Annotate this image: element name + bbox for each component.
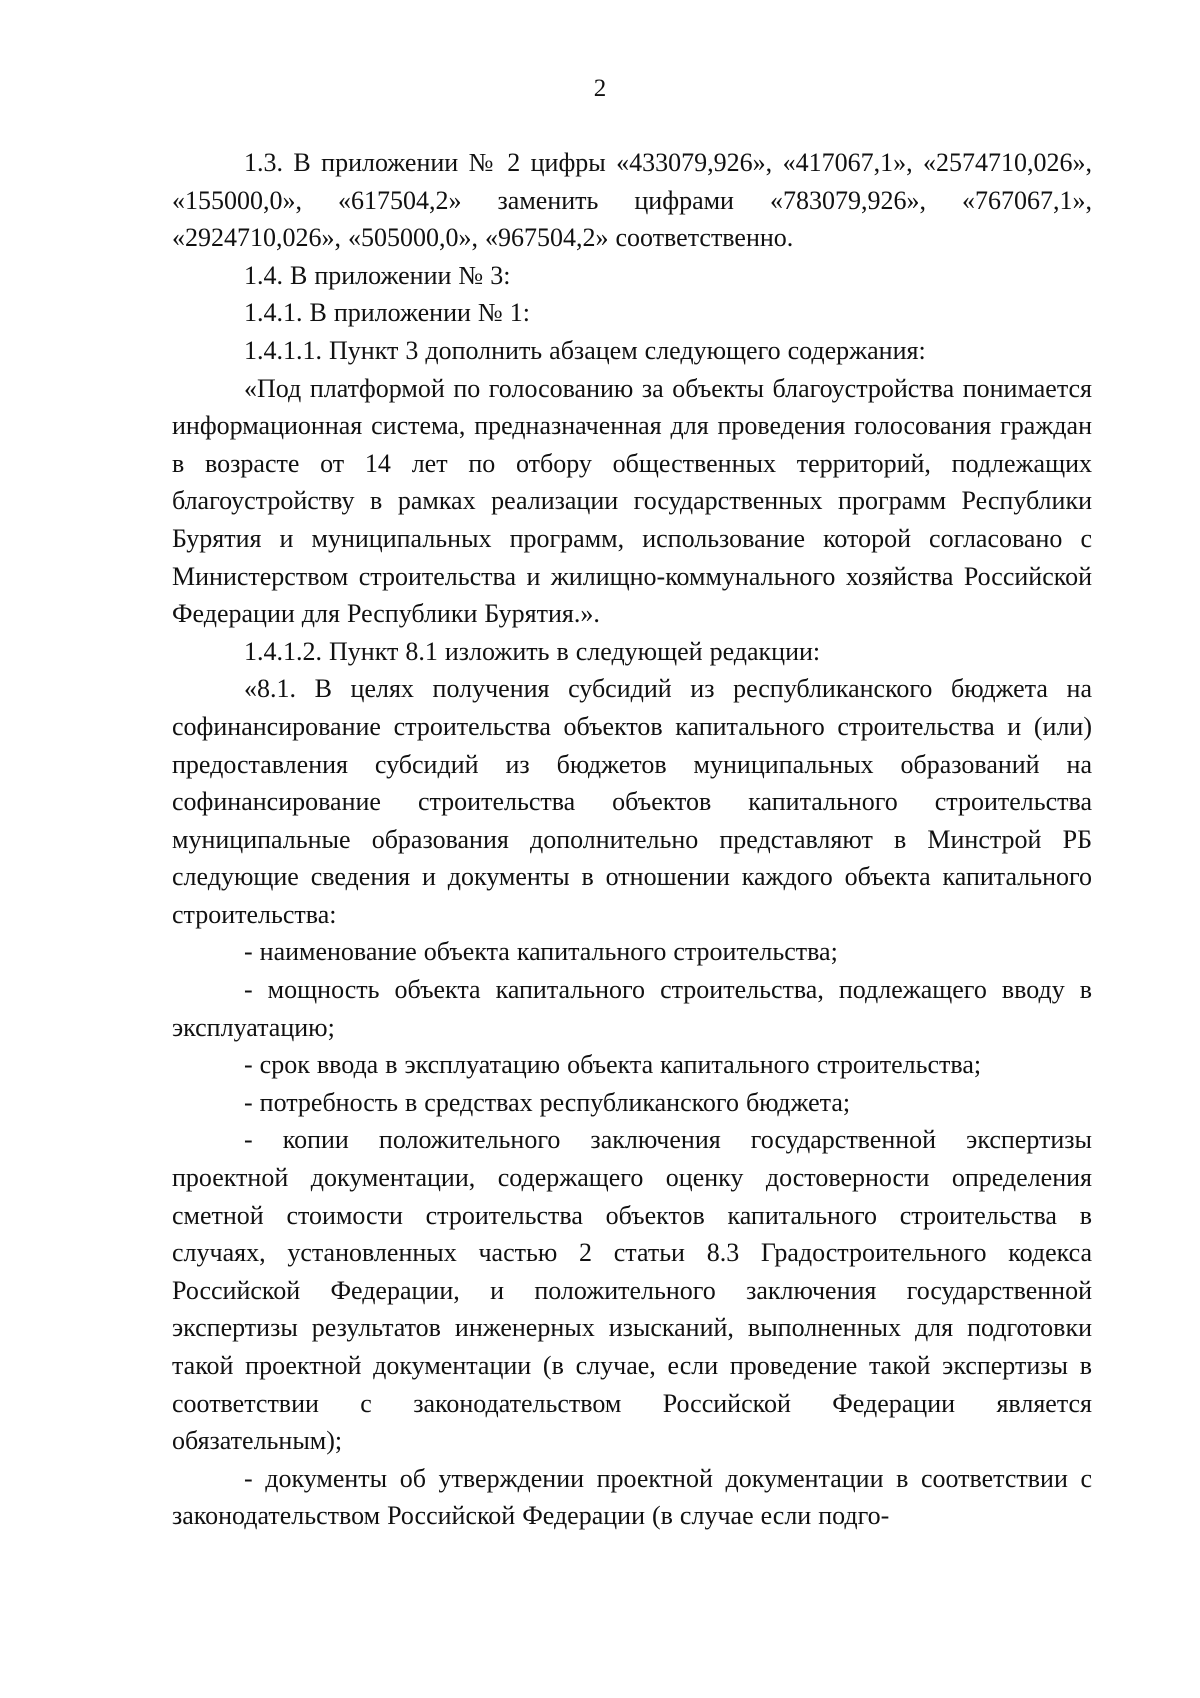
paragraph-1-4: 1.4. В приложении № 3: — [244, 260, 511, 290]
paragraph-1-4-1-1: 1.4.1.1. Пункт 3 дополнить абзацем следующего содержания: — [244, 335, 926, 365]
paragraph-1-4-1: 1.4.1. В приложении № 1: — [244, 298, 530, 328]
list-item-commissioning-date: - срок ввода в эксплуатацию объекта капитального строительства; — [244, 1050, 982, 1080]
list-item-object-capacity: - мощность объекта капитального строительства, подлежащего вводу в эксплуатацию; — [172, 975, 1092, 1042]
page-number: 2 — [593, 75, 607, 102]
paragraph-platform-definition: «Под платформой по голосованию за объекты благоустройства понимается информационная система, предназначенная для проведения голосования граждан в возрасте от 14 лет по отбору общественных территорий, подлежащих благоустройству в рамках реализации государственных программ Республики Бурятия и муниципальных программ, использование которой согласовано с Министерством строительства и жилищно-коммунального хозяйства Российской Федерации для Республики Бурятия.». — [172, 373, 1092, 629]
list-item-budget-need: - потребность в средствах республиканского бюджета; — [244, 1087, 851, 1117]
list-item-object-name: - наименование объекта капитального строительства; — [244, 937, 838, 967]
list-item-approval-documents: - документы об утверждении проектной документации в соответствии с законодательством Российской Федерации (в случае если подго- — [172, 1463, 1092, 1531]
paragraph-1-4-1-2: 1.4.1.2. Пункт 8.1 изложить в следующей редакции: — [244, 636, 821, 666]
paragraph-1-3: 1.3. В приложении № 2 цифры «433079,926», «417067,1», «2574710,026», «155000,0», «617504,2» заменить цифрами «783079,926», «767067,1», «2924710,026», «505000,0», «967504,2» соответственно. — [172, 148, 1092, 253]
paragraph-8-1: «8.1. В целях получения субсидий из республиканского бюджета на софинансирование строительства объектов капитального строительства и (или) предоставления субсидий из бюджетов муниципальных образований на софинансирование строительства объектов капитального строительства муниципальные образования дополнительно представляют в Минстрой РБ следующие сведения и документы в отношении каждого объекта капитального строительства: — [172, 674, 1092, 929]
list-item-expertise-copies: - копии положительного заключения государственной экспертизы проектной документации, содержащего оценку достоверности определения сметной стоимости строительства объектов капитального строительства в случаях, установленных частью 2 статьи 8.3 Градостроительного кодекса Российской Федерации, и положительного заключения государственной экспертизы результатов инженерных изысканий, выполненных для подготовки такой проектной документации (в случае, если проведение такой экспертизы в соответствии с законодательством Российской Федерации является обязательным); — [172, 1125, 1092, 1456]
document-body — [172, 144, 1092, 1535]
